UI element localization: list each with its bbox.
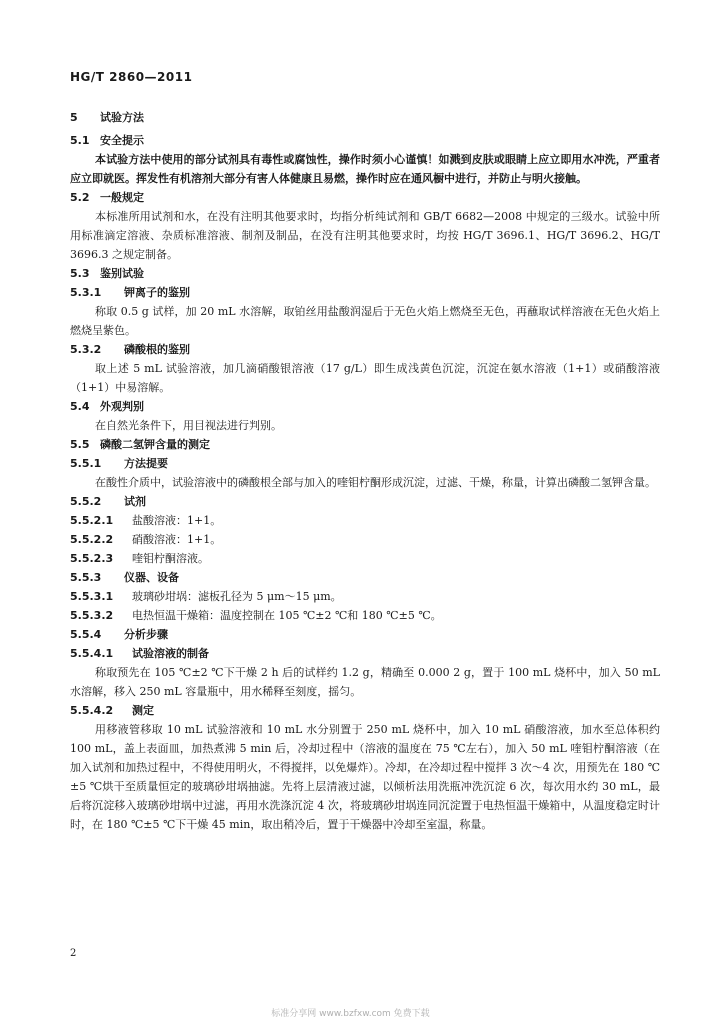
heading-5-5-2 [70, 492, 660, 511]
equipment-item [70, 606, 660, 625]
paragraph-appearance: 在自然光条件下，用目视法进行判别。 [95, 419, 282, 432]
item-number: 5.5.3.2 [70, 609, 114, 622]
heading-5-5-4-1 [70, 644, 660, 663]
heading-title: 测定 [132, 704, 154, 717]
heading-5-4 [70, 397, 660, 416]
heading-title: 鉴别试验 [100, 267, 144, 280]
heading-title: 一般规定 [100, 191, 144, 204]
paragraph-potassium: 称取 0.5 g 试样，加 20 mL 水溶解，取铂丝用盐酸润湿后于无色火焰上燃烧至无色，再蘸取试样溶液在无色火焰上燃烧呈紫色。 [70, 305, 660, 337]
equipment-item [70, 587, 660, 606]
heading-5-5 [70, 435, 660, 454]
watermark-text: 标准分享网 www.bzfxw.com 免费下载 [271, 1009, 430, 1019]
item-number: 5.5.2.3 [70, 552, 114, 565]
reagent-item [70, 530, 660, 549]
item-text: 硝酸溶液：1+1。 [132, 533, 222, 546]
heading-5-3-2 [70, 340, 660, 359]
heading-number: 5.3.2 [70, 343, 102, 356]
heading-number: 5.5 [70, 438, 90, 451]
item-text: 玻璃砂坩埚：滤板孔径为 5 μm～15 μm。 [132, 590, 342, 603]
heading-number: 5.1 [70, 134, 90, 147]
heading-title: 磷酸二氢钾含量的测定 [100, 438, 210, 451]
heading-title: 分析步骤 [124, 628, 168, 641]
document-body [70, 108, 660, 834]
heading-title: 仪器、设备 [124, 571, 179, 584]
heading-5-3 [70, 264, 660, 283]
heading-number: 5.4 [70, 400, 90, 413]
section-title: 试验方法 [100, 111, 144, 124]
heading-5-2 [70, 188, 660, 207]
paragraph-safety: 本试验方法中使用的部分试剂具有毒性或腐蚀性，操作时须小心谨慎！如溅到皮肤或眼睛上应立即用水冲洗，严重者应立即就医。挥发性有机溶剂大部分有害人体健康且易燃，操作时应在通风橱中进行，并防止与明火接触。 [70, 153, 660, 185]
section-number: 5 [70, 111, 78, 124]
heading-number: 5.3.1 [70, 286, 102, 299]
heading-number: 5.5.4.2 [70, 704, 114, 717]
item-number: 5.5.2.1 [70, 514, 114, 527]
heading-number: 5.2 [70, 191, 90, 204]
heading-title: 试剂 [124, 495, 146, 508]
heading-title: 方法提要 [124, 457, 168, 470]
heading-5-5-3 [70, 568, 660, 587]
page-number: 2 [70, 948, 77, 959]
section-heading [70, 108, 660, 127]
standard-code: HG/T 2860—2011 [70, 70, 193, 84]
heading-number: 5.5.1 [70, 457, 102, 470]
paragraph-phosphate: 取上述 5 mL 试验溶液，加几滴硝酸银溶液（17 g/L）即生成浅黄色沉淀，沉淀在氨水溶液（1+1）或硝酸溶液（1+1）中易溶解。 [70, 362, 660, 394]
item-number: 5.5.3.1 [70, 590, 114, 603]
heading-number: 5.3 [70, 267, 90, 280]
paragraph-solution-prep: 称取预先在 105 ℃±2 ℃下干燥 2 h 后的试样约 1.2 g，精确至 0.000 2 g，置于 100 mL 烧杯中，加入 50 mL 水溶解，移入 250 mL 容量瓶中，用水稀释至刻度，摇匀。 [70, 666, 660, 698]
item-text: 喹钼柠酮溶液。 [132, 552, 209, 565]
heading-5-1 [70, 131, 660, 150]
heading-5-5-4-2 [70, 701, 660, 720]
heading-number: 5.5.2 [70, 495, 102, 508]
heading-title: 安全提示 [100, 134, 144, 147]
item-text: 电热恒温干燥箱：温度控制在 105 ℃±2 ℃和 180 ℃±5 ℃。 [132, 609, 442, 622]
reagent-item [70, 511, 660, 530]
heading-title: 外观判别 [100, 400, 144, 413]
paragraph-determination: 用移液管移取 10 mL 试验溶液和 10 mL 水分别置于 250 mL 烧杯中，加入 10 mL 硝酸溶液，加水至总体积约 100 mL，盖上表面皿，加热煮沸 5 min 后，冷却过程中（溶液的温度在 75 ℃左右），加入 50 mL 喹钼柠酮溶液（在加入试剂和加热过程中，不得使用明火，不得搅拌，以免爆炸）。冷却，在冷却过程中搅拌 3 次～4 次，用预先在 180 ℃±5 ℃烘干至质量恒定的玻璃砂坩埚抽滤。先将上层清液过滤，以倾析法用洗瓶冲洗沉淀 6 次，每次用水约 30 mL，最后将沉淀移入玻璃砂坩埚中过滤，再用水洗涤沉淀 4 次，将玻璃砂坩埚连同沉淀置于电热恒温干燥箱中，从温度稳定时计时，在 180 ℃±5 ℃下干燥 45 min，取出稍冷后，置于干燥器中冷却至室温，称量。 [70, 723, 660, 831]
heading-5-3-1 [70, 283, 660, 302]
paragraph-general: 本标准所用试剂和水，在没有注明其他要求时，均指分析纯试剂和 GB/T 6682—2008 中规定的三级水。试验中所用标准滴定溶液、杂质标准溶液、制剂及制品，在没有注明其他要求时，均按 HG/T 3696.1、HG/T 3696.2、HG/T 3696.3 之规定制备。 [70, 210, 660, 261]
heading-number: 5.5.3 [70, 571, 102, 584]
heading-title: 磷酸根的鉴别 [124, 343, 190, 356]
heading-5-5-1 [70, 454, 660, 473]
heading-title: 钾离子的鉴别 [124, 286, 190, 299]
heading-title: 试验溶液的制备 [132, 647, 209, 660]
paragraph-method-summary: 在酸性介质中，试验溶液中的磷酸根全部与加入的喹钼柠酮形成沉淀，过滤、干燥，称量，计算出磷酸二氢钾含量。 [95, 476, 656, 489]
heading-5-5-4 [70, 625, 660, 644]
heading-number: 5.5.4 [70, 628, 102, 641]
item-number: 5.5.2.2 [70, 533, 114, 546]
item-text: 盐酸溶液：1+1。 [132, 514, 222, 527]
reagent-item [70, 549, 660, 568]
heading-number: 5.5.4.1 [70, 647, 114, 660]
